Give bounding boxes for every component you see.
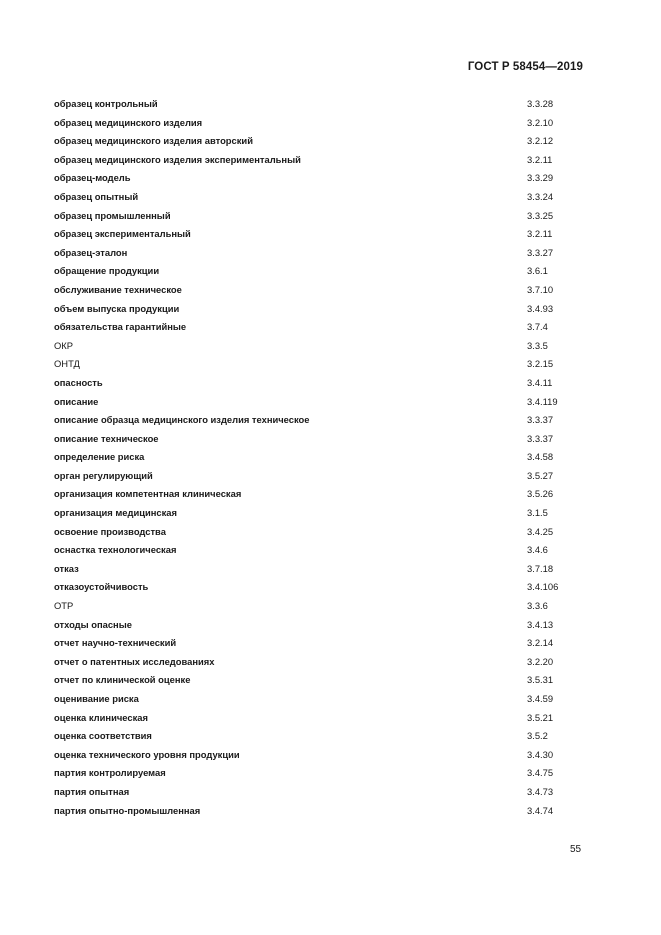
index-term: оснастка технологическая: [54, 544, 177, 556]
index-term: отказоустойчивость: [54, 581, 149, 593]
index-reference: 3.3.6: [527, 600, 548, 612]
index-reference: 3.4.93: [527, 302, 554, 314]
term-index-list: [54, 95, 574, 820]
index-term: орган регулирующий: [54, 469, 153, 481]
index-reference: 3.3.27: [527, 246, 554, 258]
index-reference: 3.4.119: [527, 395, 558, 407]
index-reference: 3.4.6: [527, 544, 548, 556]
index-reference: 3.7.4: [527, 321, 548, 333]
index-reference: 3.4.58: [527, 451, 554, 463]
index-reference: 3.3.28: [527, 98, 554, 109]
index-entry: [54, 225, 574, 244]
index-entry: [54, 151, 574, 170]
document-standard-code: ГОСТ Р 58454—2019: [467, 61, 583, 73]
index-reference: 3.2.12: [527, 135, 554, 147]
index-reference: 3.4.25: [527, 525, 554, 537]
index-entry: [54, 95, 574, 114]
index-term: образец медицинского изделия: [54, 116, 203, 128]
index-term: описание техническое: [54, 432, 159, 444]
index-reference: 3.4.75: [527, 767, 554, 779]
index-term: образец медицинского изделия авторский: [54, 135, 253, 147]
index-entry: [54, 597, 574, 616]
index-entry: [54, 393, 574, 412]
index-entry: [54, 300, 574, 319]
index-reference: 3.4.11: [527, 376, 553, 388]
index-entry: [54, 541, 574, 560]
index-reference: 3.4.106: [527, 581, 559, 593]
index-reference: 3.5.2: [527, 730, 548, 742]
index-reference: 3.3.25: [527, 209, 554, 221]
index-term: оценка соответствия: [54, 730, 152, 742]
index-term: объем выпуска продукции: [54, 302, 180, 314]
index-entry: [54, 448, 574, 467]
index-term: партия опытно-промышленная: [54, 804, 201, 816]
index-term: отказ: [54, 562, 79, 574]
index-reference: 3.2.14: [527, 637, 554, 649]
index-reference: 3.5.21: [527, 711, 554, 723]
index-reference: 3.1.5: [527, 507, 548, 519]
index-reference: 3.2.11: [527, 153, 553, 165]
index-reference: 3.3.37: [527, 432, 554, 444]
index-term: ОНТД: [54, 358, 80, 370]
index-entry: [54, 578, 574, 597]
index-entry: [54, 653, 574, 672]
index-entry: [54, 783, 574, 802]
index-entry: [54, 764, 574, 783]
index-entry: [54, 634, 574, 653]
index-reference: 3.4.13: [527, 618, 554, 630]
index-entry: [54, 374, 574, 393]
index-entry: [54, 132, 574, 151]
index-term: определение риска: [54, 451, 145, 463]
index-reference: 3.4.59: [527, 693, 554, 704]
index-reference: 3.4.74: [527, 804, 554, 816]
index-reference: 3.3.24: [527, 190, 554, 202]
index-entry: [54, 318, 574, 337]
index-entry: [54, 504, 574, 523]
index-entry: [54, 355, 574, 374]
index-term: оценивание риска: [54, 693, 139, 704]
index-term: ОКР: [54, 339, 74, 351]
index-entry: [54, 727, 574, 746]
index-term: опасность: [54, 376, 103, 388]
index-term: освоение производства: [54, 525, 166, 537]
index-term: образец экспериментальный: [54, 228, 191, 240]
index-reference: 3.7.10: [527, 283, 554, 295]
index-term: оценка технического уровня продукции: [54, 748, 240, 760]
index-entry: [54, 802, 574, 821]
index-entry: [54, 188, 574, 207]
index-entry: [54, 411, 574, 430]
index-reference: 3.2.15: [527, 358, 554, 370]
index-entry: [54, 337, 574, 356]
index-reference: 3.3.37: [527, 414, 554, 426]
index-reference: 3.2.11: [527, 228, 553, 240]
index-reference: 3.7.18: [527, 562, 554, 574]
index-reference: 3.5.31: [527, 674, 554, 686]
index-entry: [54, 523, 574, 542]
index-term: отчет по клинической оценке: [54, 674, 191, 686]
index-entry: [54, 746, 574, 765]
index-term: организация медицинская: [54, 507, 177, 519]
index-term: описание: [54, 395, 99, 407]
index-reference: 3.4.73: [527, 785, 554, 797]
index-term: обслуживание техническое: [54, 283, 182, 295]
index-entry: [54, 485, 574, 504]
index-reference: 3.2.20: [527, 655, 554, 667]
index-term: партия контролируемая: [54, 767, 166, 779]
index-entry: [54, 244, 574, 263]
index-term: описание образца медицинского изделия техническое: [54, 414, 310, 426]
index-term: образец промышленный: [54, 209, 171, 221]
index-term: отходы опасные: [54, 618, 132, 630]
index-term: организация компетентная клиническая: [54, 488, 242, 500]
index-term: обращение продукции: [54, 265, 160, 277]
index-reference: 3.2.10: [527, 116, 554, 128]
index-term: партия опытная: [54, 785, 130, 797]
index-term: образец медицинского изделия экспериментальный: [54, 153, 301, 165]
index-entry: [54, 430, 574, 449]
page-number: 55: [570, 844, 582, 855]
index-term: образец опытный: [54, 190, 139, 202]
index-entry: [54, 690, 574, 709]
index-entry: [54, 467, 574, 486]
index-term: образец-эталон: [54, 246, 128, 258]
index-entry: [54, 207, 574, 226]
index-entry: [54, 262, 574, 281]
index-term: отчет о патентных исследованиях: [54, 655, 215, 667]
index-entry: [54, 114, 574, 133]
index-term: образец-модель: [54, 172, 131, 184]
index-entry: [54, 671, 574, 690]
index-term: образец контрольный: [54, 98, 158, 109]
index-entry: [54, 616, 574, 635]
index-reference: 3.3.29: [527, 172, 554, 184]
index-term: ОТР: [54, 600, 74, 612]
index-reference: 3.5.27: [527, 469, 554, 481]
index-entry: [54, 560, 574, 579]
index-reference: 3.4.30: [527, 748, 554, 760]
index-term: обязательства гарантийные: [54, 321, 187, 333]
index-entry: [54, 709, 574, 728]
index-reference: 3.3.5: [527, 339, 548, 351]
index-reference: 3.5.26: [527, 488, 554, 500]
index-reference: 3.6.1: [527, 265, 548, 277]
index-entry: [54, 169, 574, 188]
index-entry: [54, 281, 574, 300]
index-term: отчет научно-технический: [54, 637, 177, 649]
index-term: оценка клиническая: [54, 711, 148, 723]
